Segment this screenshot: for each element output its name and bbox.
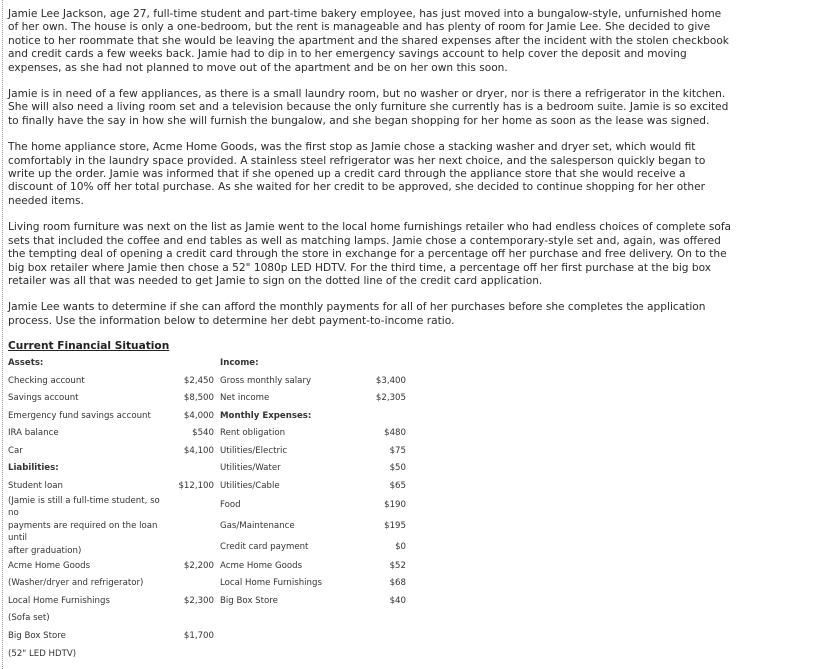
paragraph-appliance-store: The home appliance store, Acme Home Goods, was the first stop as Jamie chose a stacking washer and dryer set, which would fit comfortably in the laundry space provided. A stainless steel refrigerator was her next choice, and the salesperson quickly began to write up the order. Jamie was informed that if she opened up a credit card through the appliance store that she would receive a discount of 10% off her total purchase. As she waited for her credit to be approved, she decided to continue shopping for her other needed items.: [8, 141, 706, 207]
expense-label: Rent obligation: [220, 428, 286, 439]
purchase-detail: (Washer/dryer and refrigerator): [8, 578, 144, 589]
expense-value: $68: [389, 578, 406, 589]
table-row: [8, 610, 406, 628]
income-header: Income:: [220, 357, 259, 368]
assets-header: Assets:: [8, 357, 44, 368]
asset-value: $8,500: [183, 393, 214, 404]
left-dotted-rule: [2, 0, 3, 669]
purchase-detail: (Sofa set): [8, 613, 50, 624]
table-row: [8, 557, 406, 575]
purchase-value: $1,700: [183, 631, 214, 642]
paragraph-needs: Jamie is in need of a few appliances, as there is a small laundry room, but no washer or dryer, nor is there a refrigerator in the kitchen. She will also need a living room set and a television because the only furniture she currently has is a bedroom suite. Jamie is so excited to finally have the say in how she will furnish the bungalow, and she began shopping for her home as soon as the lease was signed.: [8, 88, 729, 127]
asset-value: $2,450: [183, 375, 214, 386]
income-value: $2,305: [375, 393, 406, 404]
paragraph-task: Jamie Lee wants to determine if she can afford the monthly payments for all of her purchases before she completes the application process. Use the information below to determine her debt payment-to-income ratio.: [8, 301, 706, 327]
asset-label: Car: [8, 445, 23, 456]
case-study-document: [8, 8, 733, 662]
table-row: [8, 425, 406, 443]
liabilities-header: Liabilities:: [8, 463, 59, 474]
table-row: [8, 495, 406, 516]
purchase-label: Local Home Furnishings: [8, 595, 110, 606]
table-row: [8, 460, 406, 478]
financial-table: [8, 354, 406, 662]
expense-value: $480: [384, 428, 406, 439]
table-row: [8, 372, 406, 390]
paragraph-intro: Jamie Lee Jackson, age 27, full-time student and part-time bakery employee, has just moved into a bungalow-style, unfurnished home of her own. The house is only a one-bedroom, but the rent is manageable and has plenty of room for Jamie Lee. She decided to give notice to her roommate that she would be leaving the apartment and the shared expenses after the incident with the stolen checkbook and credit cards a few weeks back. Jamie had to dip in to her emergency savings account to help cover the deposit and moving expenses, as she had not planned to move out of the apartment and be on her own this soon.: [8, 8, 729, 74]
expense-value: $50: [389, 463, 406, 474]
expense-label: Food: [220, 500, 241, 511]
expense-value: $65: [389, 481, 406, 492]
expense-value: $190: [384, 500, 406, 511]
purchase-label: Big Box Store: [8, 631, 66, 642]
table-row: [8, 389, 406, 407]
expense-label: Credit card payment: [220, 541, 309, 552]
table-row: [8, 442, 406, 460]
asset-value: $540: [192, 428, 214, 439]
expense-value: $0: [395, 541, 406, 552]
table-row: [8, 592, 406, 610]
expense-label: Gas/Maintenance: [220, 520, 295, 531]
asset-value: $4,000: [183, 410, 214, 421]
purchase-value: $2,300: [183, 595, 214, 606]
expense-label: Big Box Store: [220, 595, 278, 606]
table-row: [8, 645, 406, 663]
purchase-value: $2,200: [183, 560, 214, 571]
note-line: after graduation): [8, 545, 82, 556]
note-line: payments are required on the loan until: [8, 520, 158, 544]
note-line: (Jamie is still a full-time student, so no: [8, 495, 160, 519]
expense-value: $52: [389, 560, 406, 571]
financial-situation-title: Current Financial Situation: [8, 340, 170, 353]
asset-label: Savings account: [8, 393, 79, 404]
expense-label: Utilities/Cable: [220, 481, 280, 492]
paragraph-furniture-tv: Living room furniture was next on the list as Jamie went to the local home furnishings retailer who had endless choices of complete sofa sets that included the coffee and end tables as well as matching lamps. Jamie chose a contemporary-style set and, again, was offered the tempting deal of opening a credit card through the store in exchange for a percentage off her purchase and free delivery. On to the big box retailer where Jamie then chose a 52" 1080p LED HDTV. For the third time, a percentage off her first purchase at the big box retailer was all that was needed to get Jamie to sign on the dotted line of the credit card application.: [8, 221, 732, 287]
income-label: Net income: [220, 393, 270, 404]
table-row: [8, 407, 406, 425]
student-loan-label: Student loan: [8, 481, 63, 492]
table-row: [8, 627, 406, 645]
table-row: [8, 575, 406, 593]
asset-value: $4,100: [183, 445, 214, 456]
table-row: [8, 354, 406, 372]
monthly-expenses-header: Monthly Expenses:: [220, 410, 312, 421]
expense-value: $195: [384, 520, 406, 531]
expense-label: Utilities/Water: [220, 463, 281, 474]
expense-label: Acme Home Goods: [220, 560, 303, 571]
asset-label: IRA balance: [8, 428, 59, 439]
income-label: Gross monthly salary: [220, 375, 312, 386]
asset-label: Emergency fund savings account: [8, 410, 151, 421]
expense-label: Local Home Furnishings: [220, 578, 322, 589]
expense-label: Utilities/Electric: [220, 445, 288, 456]
asset-label: Checking account: [8, 375, 85, 386]
expense-value: $75: [389, 445, 406, 456]
student-loan-value: $12,100: [178, 481, 214, 492]
table-row: [8, 477, 406, 495]
income-value: $3,400: [375, 375, 406, 386]
expense-value: $40: [389, 595, 406, 606]
student-loan-note: [8, 495, 168, 557]
purchase-detail: (52" LED HDTV): [8, 648, 77, 659]
purchase-label: Acme Home Goods: [8, 560, 91, 571]
